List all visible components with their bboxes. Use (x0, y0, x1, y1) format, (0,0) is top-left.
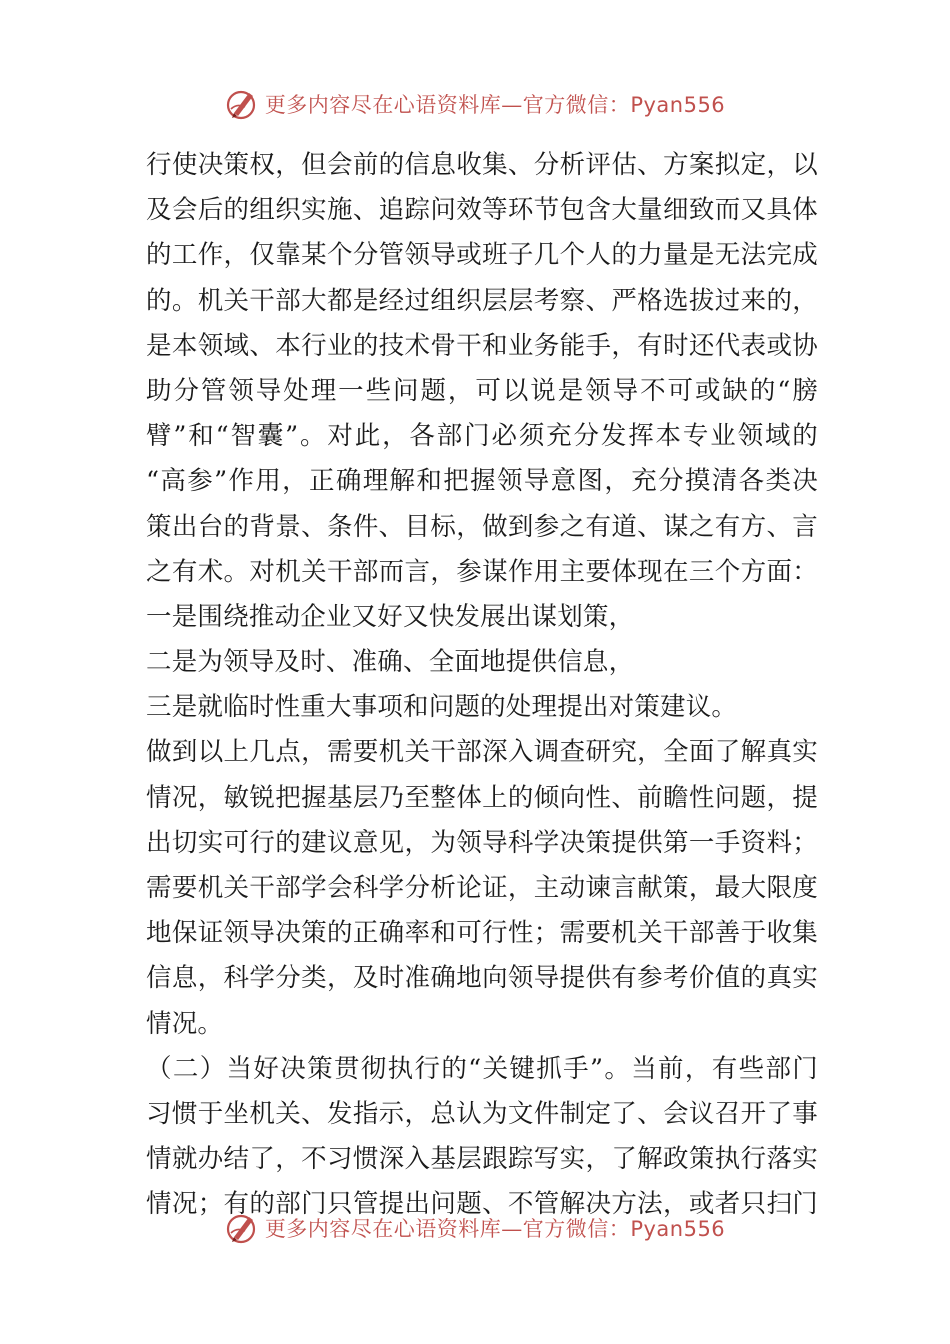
pen-logo-icon (225, 87, 259, 121)
text-line: “高参”作用，正确理解和把握领导意图，充分摸清各类决 (146, 466, 818, 497)
document-body (146, 143, 818, 1228)
footer-banner (0, 1206, 950, 1250)
text-line: 及会后的组织实施、追踪问效等环节包含大量细致而又具体 (146, 195, 818, 226)
text-line: 行使决策权，但会前的信息收集、分析评估、方案拟定，以 (146, 150, 818, 180)
header-banner-text: 更多内容尽在心语资料库—官方微信：Pyan556 (264, 93, 726, 117)
text-line: 做到以上几点，需要机关干部深入调查研究，全面了解真实 (146, 737, 818, 768)
text-line: 情况。 (146, 1008, 224, 1039)
pen-logo-icon (225, 1211, 259, 1245)
header-banner (0, 82, 950, 126)
footer-wechat-handle: Pyan556 (630, 1217, 726, 1241)
text-line: 信息，科学分类，及时准确地向领导提供有参考价值的真实 (146, 963, 818, 994)
text-line: 情就办结了，不习惯深入基层跟踪写实，了解政策执行落实 (146, 1144, 818, 1175)
text-line: 情况；有的部门只管提出问题、不管解决方法，或者只扫门 (146, 1189, 818, 1220)
footer-banner-text: 更多内容尽在心语资料库—官方微信：Pyan556 (264, 1217, 726, 1241)
text-line: 习惯于坐机关、发指示，总认为文件制定了、会议召开了事 (146, 1098, 818, 1129)
text-line: 臂”和“智囊”。对此，各部门必须充分发挥本专业领域的 (146, 421, 818, 452)
text-line: 助分管领导处理一些问题，可以说是领导不可或缺的“膀 (146, 375, 818, 406)
text-line: 之有术。对机关干部而言，参谋作用主要体现在三个方面： (146, 556, 818, 587)
text-line: 一是围绕推动企业又好又快发展出谋划策， (146, 601, 635, 632)
header-wechat-handle: Pyan556 (630, 93, 726, 117)
text-line: 策出台的背景、条件、目标，做到参之有道、谋之有方、言 (146, 511, 818, 542)
text-line: 需要机关干部学会科学分析论证，主动谏言献策，最大限度 (146, 873, 818, 903)
text-line: 出切实可行的建议意见，为领导科学决策提供第一手资料； (146, 827, 818, 858)
text-line: 三是就临时性重大事项和问题的处理提出对策建议。 (146, 692, 738, 723)
text-line: （二）当好决策贯彻执行的“关键抓手”。当前，有些部门 (146, 1053, 818, 1084)
text-line: 二是为领导及时、准确、全面地提供信息， (146, 647, 635, 678)
text-line: 的。机关干部大都是经过组织层层考察、严格选拔过来的， (146, 285, 818, 316)
text-line: 的工作，仅靠某个分管领导或班子几个人的力量是无法完成 (146, 240, 818, 271)
text-line: 是本领域、本行业的技术骨干和业务能手，有时还代表或协 (146, 330, 818, 361)
text-line: 地保证领导决策的正确率和可行性；需要机关干部善于收集 (146, 918, 818, 949)
text-line: 情况，敏锐把握基层乃至整体上的倾向性、前瞻性问题，提 (146, 782, 818, 813)
